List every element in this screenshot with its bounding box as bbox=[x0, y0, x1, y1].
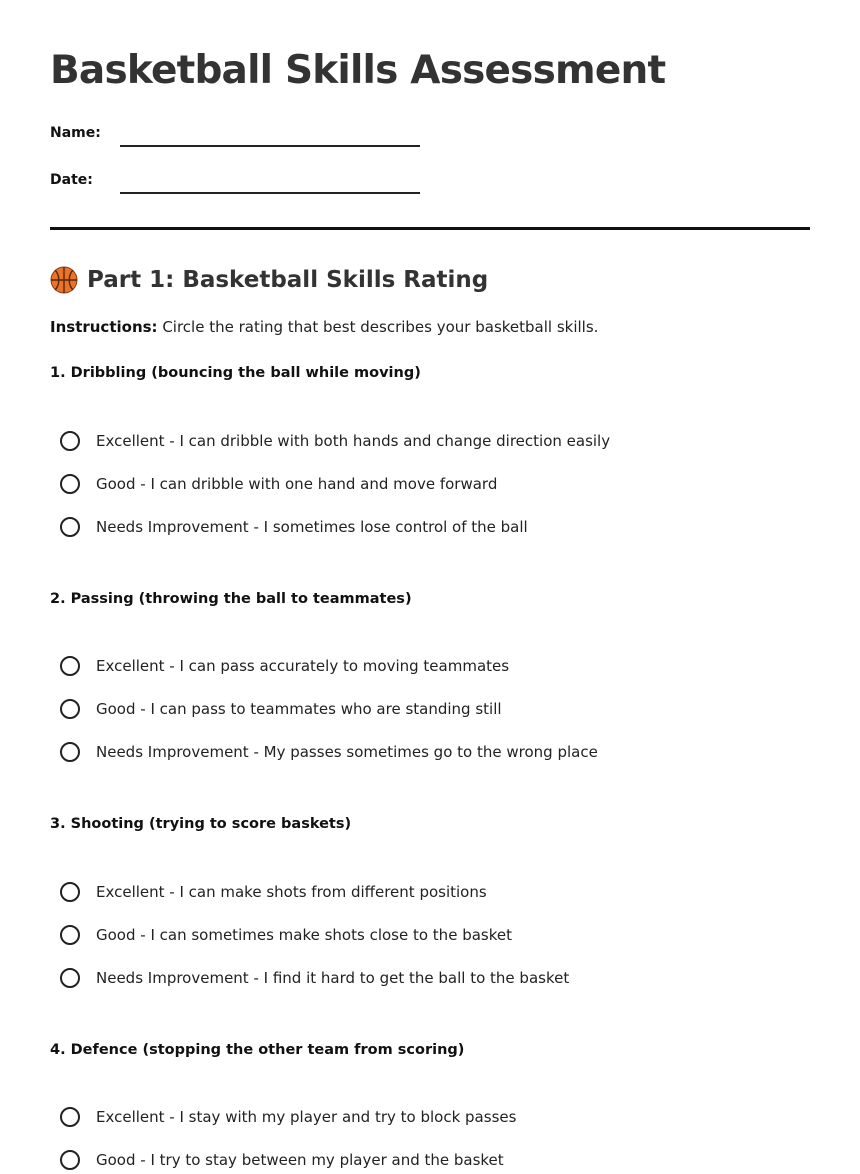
question-title: 4. Defence (stopping the other team from scoring) bbox=[50, 1042, 465, 1058]
option-label: Excellent - I can pass accurately to moving teammates bbox=[96, 657, 510, 675]
option-label: Good - I try to stay between my player and the basket bbox=[96, 1151, 504, 1169]
option-excellent[interactable] bbox=[60, 1103, 516, 1131]
radio-circle[interactable] bbox=[60, 656, 80, 676]
option-good[interactable] bbox=[60, 695, 502, 723]
option-good[interactable] bbox=[60, 1146, 504, 1174]
radio-circle[interactable] bbox=[60, 742, 80, 762]
radio-circle[interactable] bbox=[60, 699, 80, 719]
date-field[interactable] bbox=[50, 164, 430, 194]
option-needs-improvement[interactable] bbox=[60, 513, 528, 541]
option-label: Excellent - I stay with my player and try to block passes bbox=[96, 1108, 517, 1126]
option-excellent[interactable] bbox=[60, 878, 487, 906]
option-label: Excellent - I can make shots from different positions bbox=[96, 883, 487, 901]
basketball-icon bbox=[50, 266, 78, 294]
instructions bbox=[50, 318, 598, 336]
option-label: Needs Improvement - I find it hard to get the ball to the basket bbox=[96, 969, 570, 987]
radio-circle[interactable] bbox=[60, 1107, 80, 1127]
section-divider bbox=[50, 227, 810, 230]
name-label: Name: bbox=[50, 125, 101, 141]
page-title: Basketball Skills Assessment bbox=[50, 48, 666, 93]
radio-circle[interactable] bbox=[60, 925, 80, 945]
section-title-text: Part 1: Basketball Skills Rating bbox=[87, 267, 489, 293]
instructions-text: Circle the rating that best describes your basketball skills. bbox=[157, 318, 599, 336]
radio-circle[interactable] bbox=[60, 517, 80, 537]
option-good[interactable] bbox=[60, 921, 512, 949]
radio-circle[interactable] bbox=[60, 882, 80, 902]
option-needs-improvement[interactable] bbox=[60, 964, 569, 992]
option-needs-improvement[interactable] bbox=[60, 738, 598, 766]
option-excellent[interactable] bbox=[60, 652, 509, 680]
radio-circle[interactable] bbox=[60, 968, 80, 988]
section-title-part1 bbox=[50, 266, 488, 294]
instructions-label: Instructions: bbox=[50, 318, 158, 336]
radio-circle[interactable] bbox=[60, 1150, 80, 1170]
date-label: Date: bbox=[50, 172, 93, 188]
option-label: Needs Improvement - I sometimes lose control of the ball bbox=[96, 518, 528, 536]
option-label: Needs Improvement - My passes sometimes go to the wrong place bbox=[96, 743, 598, 761]
option-label: Excellent - I can dribble with both hands and change direction easily bbox=[96, 432, 611, 450]
option-label: Good - I can pass to teammates who are standing still bbox=[96, 700, 502, 718]
option-good[interactable] bbox=[60, 470, 497, 498]
question-title: 1. Dribbling (bouncing the ball while moving) bbox=[50, 365, 421, 381]
option-excellent[interactable] bbox=[60, 427, 610, 455]
radio-circle[interactable] bbox=[60, 431, 80, 451]
option-label: Good - I can sometimes make shots close to the basket bbox=[96, 926, 512, 944]
name-input-line[interactable] bbox=[120, 145, 420, 147]
question-title: 2. Passing (throwing the ball to teammates) bbox=[50, 591, 412, 607]
name-field[interactable] bbox=[50, 117, 430, 147]
radio-circle[interactable] bbox=[60, 474, 80, 494]
option-label: Good - I can dribble with one hand and move forward bbox=[96, 475, 498, 493]
question-title: 3. Shooting (trying to score baskets) bbox=[50, 816, 352, 832]
date-input-line[interactable] bbox=[120, 192, 420, 194]
